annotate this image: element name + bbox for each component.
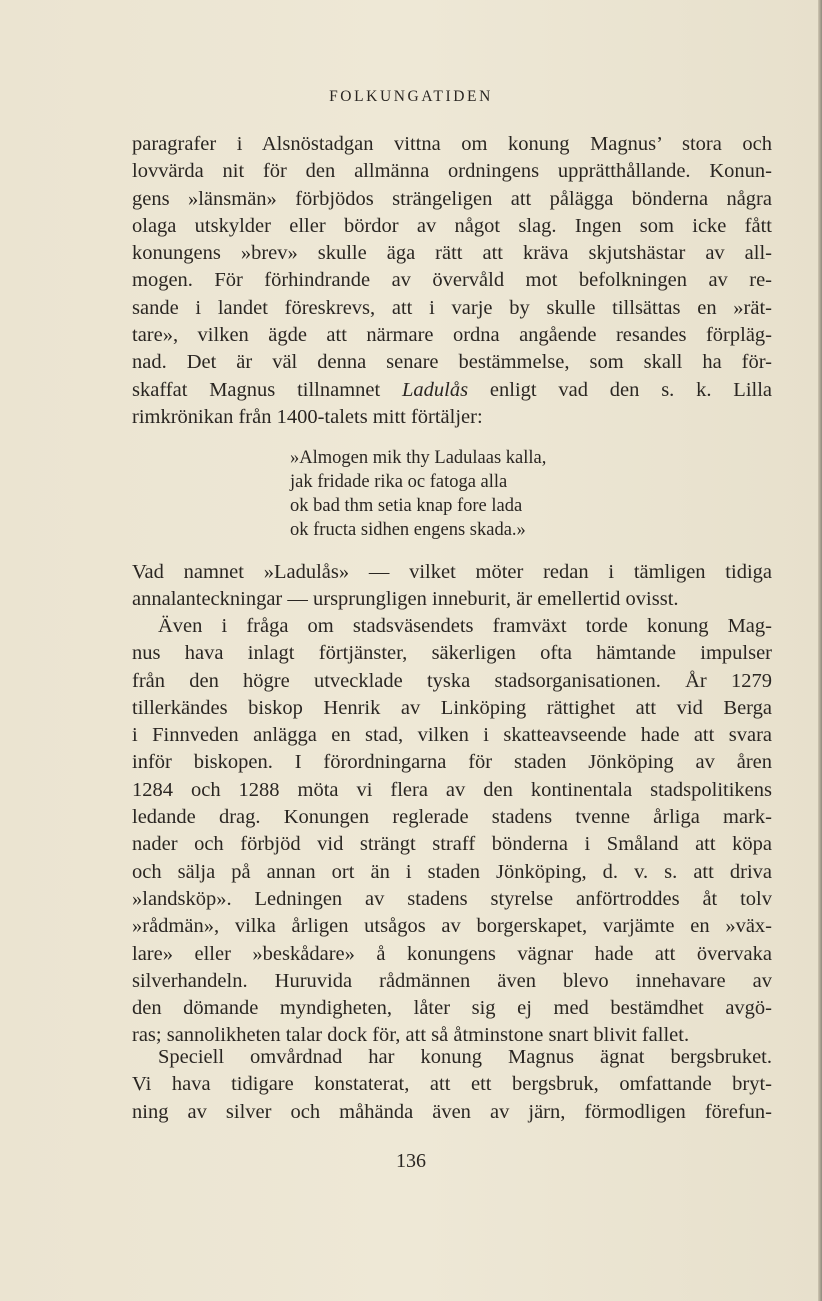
text-line: och sälja på annan ort än i staden Jönköping, d. v. s. att driva [132,860,772,883]
text-line: Vi hava tidigare konstaterat, att ett bergsbruk, omfattande bryt- [132,1073,772,1096]
text-line: ras; sannolikheten talar dock för, att så åtminstone snart blivit fallet. [132,1024,690,1047]
poem-line: »Almogen mik thy Ladulaas kalla, [290,448,547,468]
text-line: silverhandeln. Huruvida rådmännen även blevo innehavare av [132,969,772,992]
text-line: sande i landet föreskrevs, att i varje by skulle tillsättas en »rät- [132,296,772,319]
text-line: lare» eller »beskådare» å konungens vägnar hade att övervaka [132,942,772,965]
text-line: 1284 och 1288 möta vi flera av den kontinentala stadspolitikens [132,778,772,801]
text-line: tare», vilken ägde att närmare ordna angående resandes förpläg- [132,324,772,347]
paragraph-2 [132,559,772,614]
text-line: nus hava inlagt förtjänster, säkerligen ofta hämtande impulser [132,642,772,665]
page-edge [818,0,822,1301]
text-line: tillerkändes biskop Henrik av Linköping rättighet att vid Berga [132,696,772,719]
text-line: paragrafer i Alsnöstadgan vittna om konung Magnus’ stora och [132,133,772,155]
paragraph-3 [132,613,772,1050]
text-line: gens »länsmän» förbjödos strängeligen att pålägga bönderna några [132,187,772,210]
page-number: 136 [396,1150,426,1172]
poem-quotation [290,446,690,542]
poem-line: jak fridade rika oc fatoga alla [290,472,508,492]
text-line: olaga utskylder eller bördor av något slag. Ingen som icke fått [132,214,772,237]
poem-line: ok fructa sidhen engens skada.» [290,520,526,540]
text-line: Vad namnet »Ladulås» — vilket möter redan i tämligen tidiga [132,561,772,583]
text-line: från den högre utvecklade tyska stadsorganisationen. År 1279 [132,669,772,692]
text-line: ning av silver och måhända även av järn, förmodligen förefun- [132,1100,772,1123]
text-line: Även i fråga om stadsväsendets framväxt torde konung Mag- [158,615,772,637]
text-line: konungens »brev» skulle äga rätt att kräva skjutshästar av all- [132,242,772,265]
running-header: FOLKUNGATIDEN [329,88,493,105]
paragraph-1 [132,131,772,431]
text-line: i Finnveden anlägga en stad, vilken i skatteavseende hade att svara [132,724,772,747]
text-line: mogen. För förhindrande av övervåld mot befolkningen av re- [132,269,772,292]
italic-term-ladulas: Ladulås [402,378,469,401]
text-line: lovvärda nit för den allmänna ordningens upprätthållande. Konun- [132,160,772,183]
text-line: Speciell omvårdnad har konung Magnus ägnat bergsbruket. [158,1046,772,1068]
paragraph-4 [132,1044,772,1126]
text-line: nader och förbjöd vid strängt straff bönderna i Småland att köpa [132,833,772,856]
text-line: den dömande myndigheten, låter sig ej med bestämdhet avgö- [132,997,772,1020]
text-line: nad. Det är väl denna senare bestämmelse, som skall ha för- [132,351,772,374]
text-segment: enligt vad den s. k. Lilla [489,378,772,401]
poem-line: ok bad thm setia knap fore lada [290,496,523,516]
text-line: inför biskopen. I förordningarna för staden Jönköping av åren [132,751,772,774]
text-line-with-italic [132,377,772,404]
text-line: ledande drag. Konungen reglerade stadens tvenne årliga mark- [132,806,772,829]
text-line: rimkrönikan från 1400-talets mitt förtäljer: [132,405,483,428]
text-line: annalanteckningar — ursprungligen inneburit, är emellertid ovisst. [132,588,679,611]
text-line: »rådmän», vilka årligen utsågos av borgerskapet, varjämte en »väx- [132,915,772,938]
text-segment: skaffat Magnus tillnamnet [132,378,381,401]
text-line: »landsköp». Ledningen av stadens styrelse anförtroddes åt tolv [132,887,772,910]
